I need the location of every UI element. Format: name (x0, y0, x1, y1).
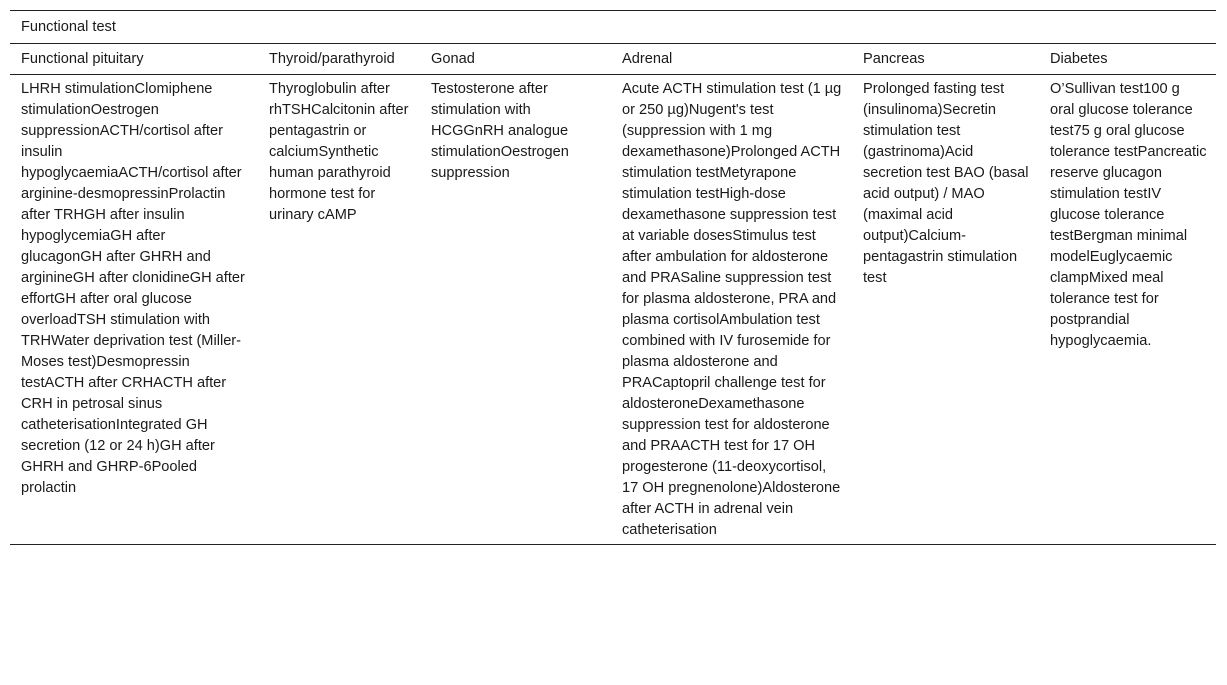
header-thyroid-parathyroid: Thyroid/parathyroid (258, 44, 420, 75)
cell-pancreas: Prolonged fasting test (insulinoma)Secretin stimulation test (gastrinoma)Acid secretion test BAO (basal acid output) / MAO (maximal acid output)Calcium-pentagastrin stimulation test (852, 75, 1039, 545)
header-gonad: Gonad (420, 44, 611, 75)
cell-gonad: Testosterone after stimulation with HCGGnRH analogue stimulationOestrogen suppression (420, 75, 611, 545)
functional-test-table-container (10, 10, 1216, 545)
cell-functional-pituitary: LHRH stimulationClomiphene stimulationOestrogen suppressionACTH/cortisol after insulin hypoglycaemiaACTH/cortisol after arginine-desmopressinProlactin after TRHGH after insulin hypoglycemiaGH after glucagonGH after GHRH and arginineGH after clonidineGH after effortGH after oral glucose overloadTSH stimulation with TRHWater deprivation test (Miller-Moses test)Desmopressin testACTH after CRHACTH after CRH in petrosal sinus catheterisationIntegrated GH secretion (12 or 24 h)GH after GHRH and GHRP-6Pooled prolactin (10, 75, 258, 545)
header-functional-pituitary: Functional pituitary (10, 44, 258, 75)
cell-thyroid-parathyroid: Thyroglobulin after rhTSHCalcitonin after pentagastrin or calciumSynthetic human parathyroid hormone test for urinary cAMP (258, 75, 420, 545)
table-header-row (10, 44, 1216, 75)
table-title: Functional test (10, 11, 1216, 44)
table-row (10, 75, 1216, 545)
header-diabetes: Diabetes (1039, 44, 1216, 75)
header-adrenal: Adrenal (611, 44, 852, 75)
cell-adrenal: Acute ACTH stimulation test (1 µg or 250 µg)Nugent's test (suppression with 1 mg dexamethasone)Prolonged ACTH stimulation testMetyrapone stimulation testHigh-dose dexamethasone suppression test at variable dosesStimulus test after ambulation for aldosterone and PRASaline suppression test for plasma aldosterone, PRA and plasma cortisolAmbulation test combined with IV furosemide for plasma aldosterone and PRACaptopril challenge test for aldosteroneDexamethasone suppression test for aldosterone and PRAACTH test for 17 OH progesterone (11-deoxycortisol, 17 OH pregnenolone)Aldosterone after ACTH in adrenal vein catheterisation (611, 75, 852, 545)
functional-test-table (10, 10, 1216, 545)
table-title-row (10, 11, 1216, 44)
header-pancreas: Pancreas (852, 44, 1039, 75)
cell-diabetes: O’Sullivan test100 g oral glucose tolerance test75 g oral glucose tolerance testPancreatic reserve glucagon stimulation testIV glucose tolerance testBergman minimal modelEuglycaemic clampMixed meal tolerance test for postprandial hypoglycaemia. (1039, 75, 1216, 545)
